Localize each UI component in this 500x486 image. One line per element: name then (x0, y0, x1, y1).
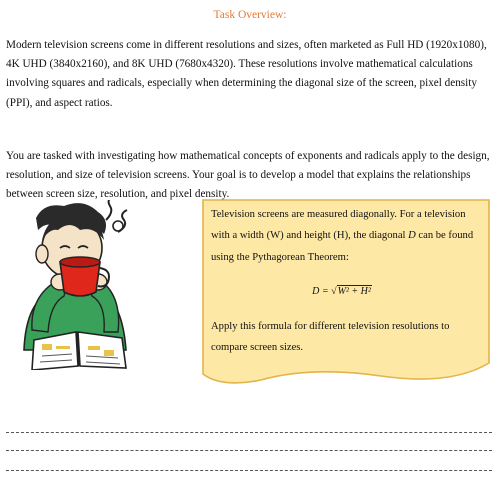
diagonal-formula-note (201, 198, 493, 388)
note-intro-text (211, 204, 481, 268)
note-variable-d: D (408, 230, 416, 242)
formula-radicand: W² + H² (337, 286, 371, 297)
answer-line (6, 470, 492, 471)
note-intro-part-2: can be found using the Pythagorean Theorem: (211, 230, 474, 263)
answer-line (6, 432, 492, 433)
task-paragraph: You are tasked with investigating how mathematical concepts of exponents and radicals apply to the design, resolution, and size of television screens. Your goal is to develop a model that explains the relationships between screen size, resolution, and pixel density. (6, 150, 490, 201)
note-apply-text: Apply this formula for different television resolutions to compare screen sizes. (211, 321, 450, 354)
man-drinking-coffee-illustration (14, 200, 194, 370)
formula-lhs: D = (312, 286, 332, 297)
task-overview-title: Task Overview: (213, 9, 287, 21)
answer-line (6, 450, 492, 451)
intro-paragraph: Modern television screens come in different resolutions and sizes, often marketed as Full HD (1920x1080), 4K UHD (3840x2160), and 8K UHD (7680x4320). These resolutions involve mathematical calculations involving squares and radicals, especially when determining the diagonal size of the screen, pixel density (PPI), and aspect ratios. (6, 39, 487, 109)
note-intro-part-1: Television screens are measured diagonally. For a television with a width (W) and height (H), the diagonal (211, 209, 466, 242)
pythagorean-formula: D = √W² + H² (312, 286, 371, 297)
